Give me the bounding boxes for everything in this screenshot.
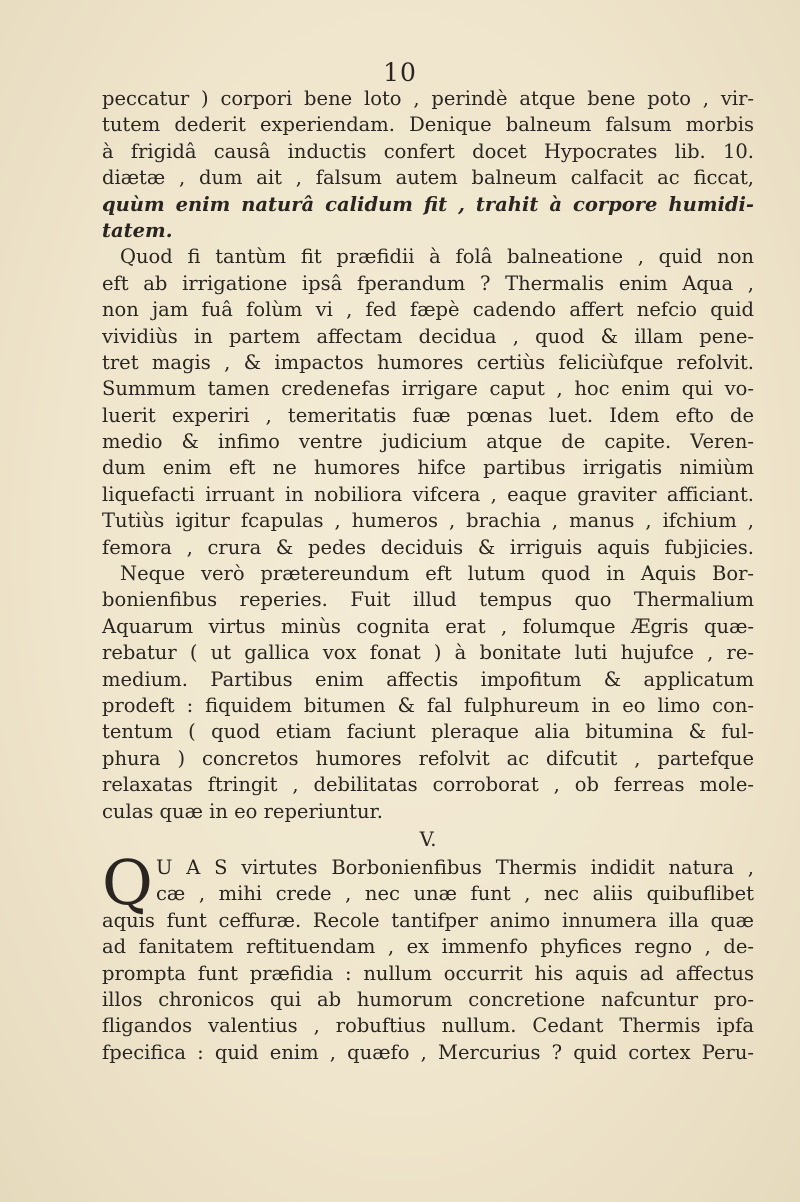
text-line: relaxatas ftringit , debilitatas corroborat , ob ferreas mole- xyxy=(102,773,754,797)
text-line: phura ) concretos humores refolvit ac difcutit , partefque xyxy=(102,746,754,770)
text-line: aquis funt ceffuræ. Recole tantifper animo innumera illa quæ xyxy=(102,908,754,932)
body-text xyxy=(102,86,754,1066)
text-line: femora , crura & pedes deciduis & irriguis aquis fubjicies. xyxy=(102,535,754,559)
text-line: tutem dederit experiendam. Denique balneum falsum morbis xyxy=(102,113,754,137)
text-line: medium. Partibus enim affectis impofitum & applicatum xyxy=(102,667,754,691)
text-line: bonienfibus reperies. Fuit illud tempus quo Thermalium xyxy=(102,588,754,612)
text-line: prodeft : fiquidem bitumen & fal fulphureum in eo limo con- xyxy=(102,693,754,717)
text-line: liquefacti irruant in nobiliora vifcera , eaque graviter afficiant. xyxy=(102,482,754,506)
paragraph-start-line: Neque verò prætereundum eft lutum quod in Aquis Bor- xyxy=(120,562,754,586)
italic-quote-line: quùm enim naturâ calidum fit , trahit à corpore humidi- xyxy=(102,192,754,216)
text-line: tret magis , & impactos humores certiùs feliciùfque refolvit. xyxy=(102,350,754,374)
text-line: illos chronicos qui ab humorum concretione nafcuntur pro- xyxy=(102,987,754,1011)
text-line: U A S virtutes Borbonienfibus Thermis indidit natura , xyxy=(156,855,754,879)
text-line: luerit experiri , temeritatis fuæ pœnas luet. Idem efto de xyxy=(102,403,754,427)
text-line: tentum ( quod etiam faciunt pleraque alia bitumina & ful- xyxy=(102,720,754,744)
section-paragraph xyxy=(102,845,754,1066)
italic-quote-line: tatem. xyxy=(102,218,173,242)
text-line: rebatur ( ut gallica vox fonat ) à bonitate luti hujufce , re- xyxy=(102,641,754,665)
text-line: vividiùs in partem affectam decidua , quod & illam pene- xyxy=(102,324,754,348)
text-line: prompta funt præfidia : nullum occurrit his aquis ad affectus xyxy=(102,961,754,985)
text-line: ad fanitatem reftituendam , ex immenfo phyfices regno , de- xyxy=(102,935,754,959)
dropcap-letter: Q xyxy=(102,845,153,919)
text-line: Aquarum virtus minùs cognita erat , folumque Ægris quæ- xyxy=(102,614,754,638)
text-line: dum enim eft ne humores hifce partibus irrigatis nimiùm xyxy=(102,456,754,480)
text-line: eft ab irrigatione ipsâ fperandum ? Thermalis enim Aqua , xyxy=(102,271,754,295)
text-line: fligandos valentius , robuftius nullum. Cedant Thermis ipfa xyxy=(102,1014,754,1038)
text-line: medio & infimo ventre judicium atque de capite. Veren- xyxy=(102,430,754,454)
paragraph-start-line: Quod fi tantùm fit præfidii à folâ balneatione , quid non xyxy=(120,245,754,269)
text-line: culas quæ in eo reperiuntur. xyxy=(102,799,383,823)
text-line: Summum tamen credenefas irrigare caput , hoc enim qui vo- xyxy=(102,377,754,401)
text-line: cæ , mihi crede , nec unæ funt , nec aliis quibuflibet xyxy=(156,882,754,906)
text-line: non jam fuâ folùm vi , fed fæpè cadendo affert nefcio quid xyxy=(102,298,754,322)
text-line: diætæ , dum ait , falsum autem balneum calfacit ac ficcat, xyxy=(102,166,754,190)
text-line: peccatur ) corpori bene loto , perindè atque bene poto , vir- xyxy=(102,87,754,110)
page-number: 10 xyxy=(383,58,417,87)
text-line: Tutiùs igitur fcapulas , humeros , brachia , manus , ifchium , xyxy=(102,509,754,533)
text-line: à frigidâ causâ inductis confert docet Hypocrates lib. 10. xyxy=(102,139,754,163)
text-line: fpecifica : quid enim , quæfo , Mercurius ? quid cortex Peru- xyxy=(102,1040,754,1064)
section-heading: V. xyxy=(419,827,437,851)
